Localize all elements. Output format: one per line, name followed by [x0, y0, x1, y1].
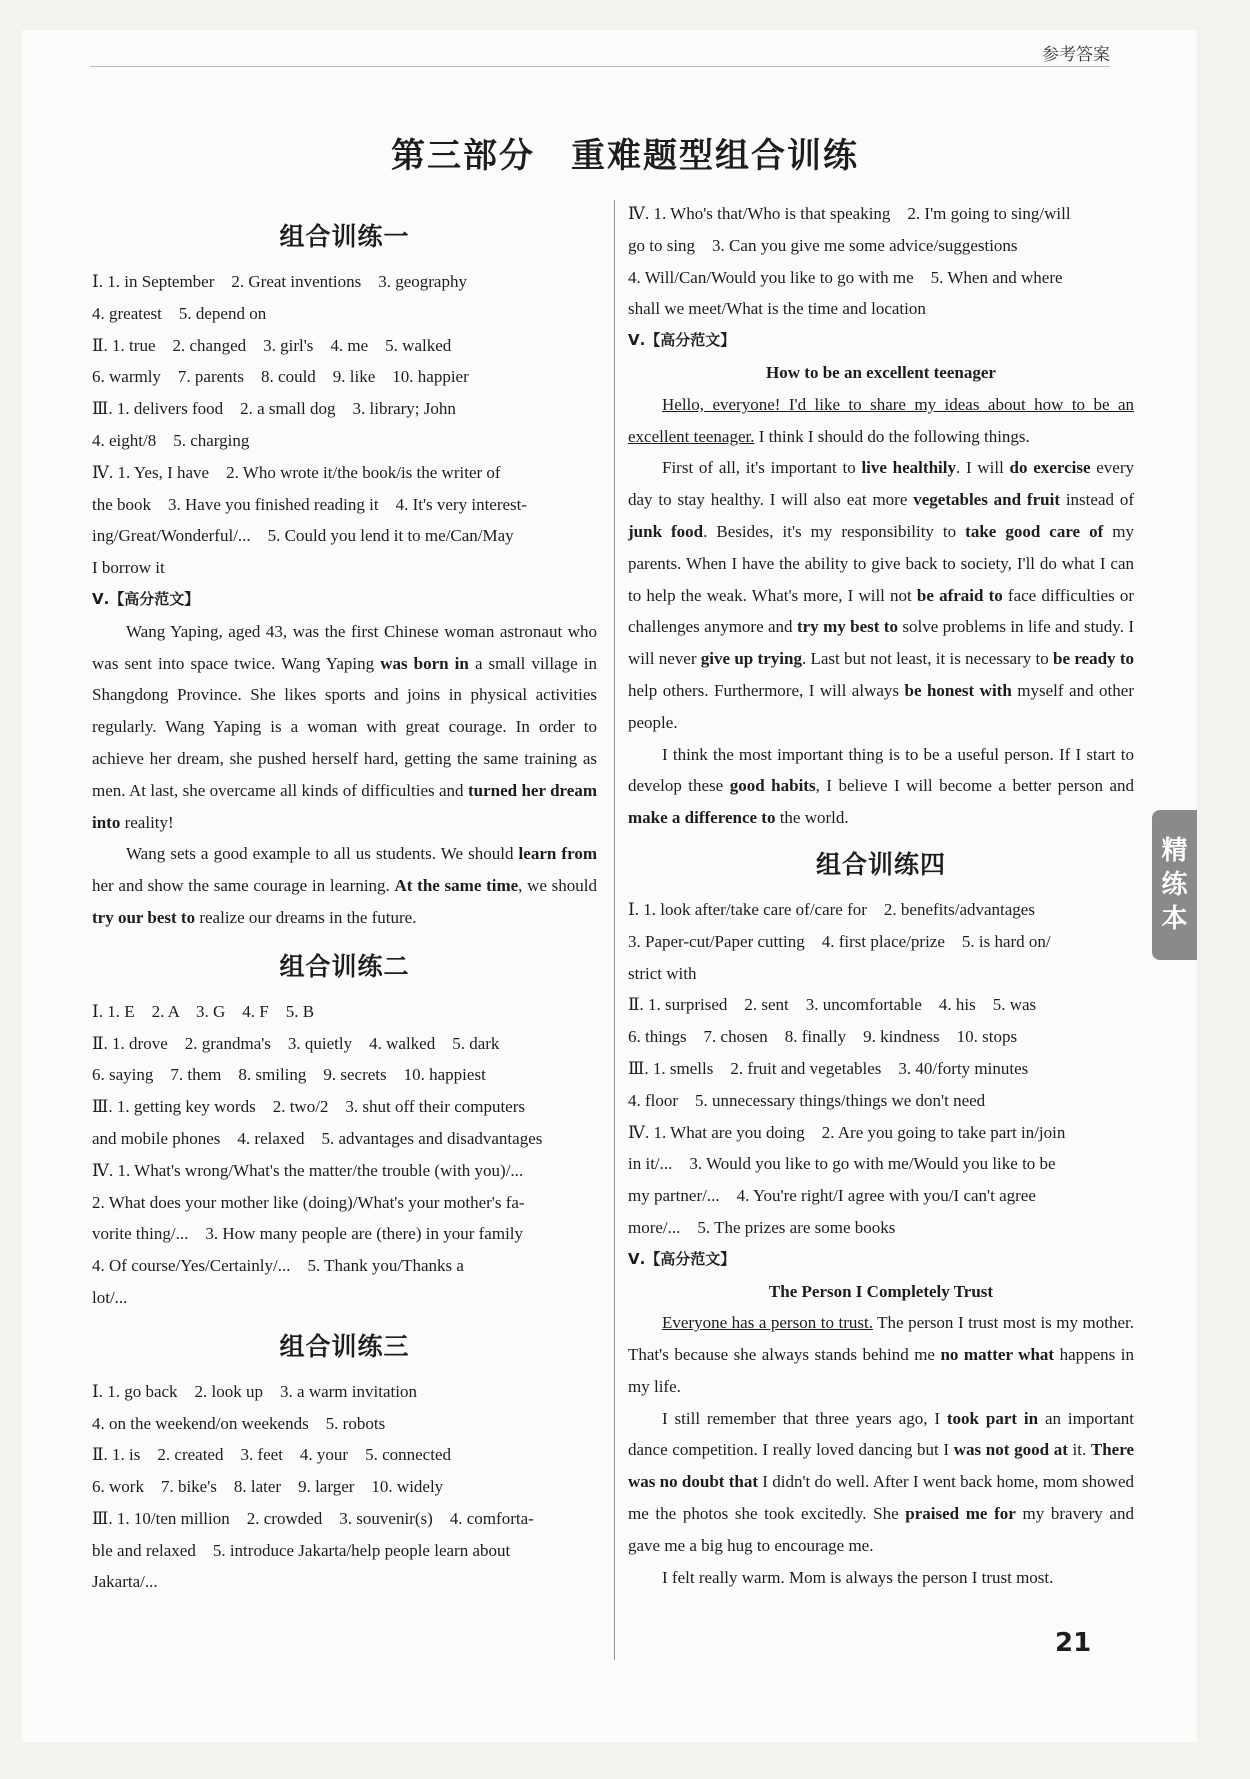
answer-line: go to sing 3. Can you give me some advice/suggestions: [628, 235, 1018, 255]
answer-line: Ⅲ. 1. delivers food 2. a small dog 3. library; John: [92, 399, 456, 419]
essay-title: How to be an excellent teenager: [766, 362, 996, 382]
essay-paragraph: Hello, everyone! I'd like to share my ideas about how to be an excellent teenager. I think I should do the following things.: [628, 394, 1134, 446]
answer-line: strict with: [628, 963, 697, 983]
essay-paragraph: I felt really warm. Mom is always the person I trust most.: [662, 1567, 1054, 1587]
answer-lines-3: [92, 1376, 597, 1599]
answer-line: and mobile phones 4. relaxed 5. advantages and disadvantages: [92, 1128, 543, 1148]
answer-line: Ⅰ. 1. look after/take care of/care for 2. benefits/advantages: [628, 899, 1035, 919]
answer-lines-1: [92, 266, 597, 584]
answer-line: lot/...: [92, 1287, 128, 1307]
answer-line: 6. things 7. chosen 8. finally 9. kindness 10. stops: [628, 1027, 1018, 1047]
side-tab-char: 练: [1161, 870, 1188, 900]
section-heading-3: 组合训练三: [279, 1331, 410, 1361]
header-rule: [90, 66, 1110, 67]
answer-line: 4. eight/8 5. charging: [92, 430, 250, 450]
answer-line: Ⅳ. 1. What's wrong/What's the matter/the trouble (with you)/...: [92, 1160, 524, 1180]
section-heading-4: 组合训练四: [815, 849, 946, 879]
answer-line: Ⅲ. 1. getting key words 2. two/2 3. shut off their computers: [92, 1097, 526, 1117]
essay-tag: Ⅴ.【高分范文】: [628, 331, 736, 350]
side-tab-char: 精: [1161, 836, 1188, 866]
answer-line: shall we meet/What is the time and location: [628, 299, 926, 319]
answer-line: Ⅳ. 1. Who's that/Who is that speaking 2. I'm going to sing/will: [628, 204, 1071, 223]
answer-line: 4. Of course/Yes/Certainly/... 5. Thank you/Thanks a: [92, 1256, 464, 1276]
answer-line: Ⅱ. 1. true 2. changed 3. girl's 4. me 5. walked: [92, 335, 452, 355]
answer-line: Ⅲ. 1. smells 2. fruit and vegetables 3. 40/forty minutes: [628, 1058, 1029, 1078]
answer-line: 4. Will/Can/Would you like to go with me 5. When and where: [628, 267, 1063, 287]
answer-line: 6. work 7. bike's 8. later 9. larger 10. widely: [92, 1477, 444, 1497]
essay-paragraph: Wang sets a good example to all us students. We should learn from her and show the same courage in learning. At the same time, we should try our best to realize our dreams in the future.: [92, 844, 598, 927]
section-heading-1: 组合训练一: [279, 222, 410, 251]
answer-line: Ⅳ. 1. What are you doing 2. Are you going to take part in/join: [628, 1122, 1066, 1142]
answer-line: ing/Great/Wonderful/... 5. Could you lend it to me/Can/May: [92, 526, 514, 546]
answer-line: 6. warmly 7. parents 8. could 9. like 10. happier: [92, 367, 469, 387]
right-column: [628, 198, 1134, 1593]
side-tab-char: 本: [1161, 904, 1188, 934]
essay-paragraph: Wang Yaping, aged 43, was the first Chinese woman astronaut who was sent into space twice. Wang Yaping was born in a small village in Shangdong Province. She likes sports and joins in physical activities regularly. Wang Yaping is a woman with great courage. In order to achieve her dream, she pushed herself hard, getting the same training as men. At last, she overcame all kinds of difficulties and turned her dream into reality!: [92, 621, 598, 832]
answer-line: Ⅱ. 1. surprised 2. sent 3. uncomfortable 4. his 5. was: [628, 995, 1037, 1015]
essay-paragraph: First of all, it's important to live healthily. I will do exercise every day to stay healthy. I will also eat more vegetables and fruit instead of junk food. Besides, it's my responsibility to take good care of my parents. When I have the ability to give back to society, I'll do what I can to help the weak. What's more, I will not be afraid to face difficulties or challenges anymore and try my best to solve problems in life and study. I will never give up trying. Last but not least, it is necessary to be ready to help others. Furthermore, I will always be honest with myself and other people.: [628, 458, 1135, 732]
answer-line: 4. on the weekend/on weekends 5. robots: [92, 1413, 386, 1433]
answer-line: Ⅰ. 1. go back 2. look up 3. a warm invitation: [92, 1381, 417, 1401]
answer-lines-4: [628, 894, 1134, 1244]
answer-line: 3. Paper-cut/Paper cutting 4. first place/prize 5. is hard on/: [628, 931, 1051, 951]
answer-line: Jakarta/...: [92, 1572, 158, 1592]
essay-title: The Person I Completely Trust: [768, 1281, 994, 1301]
answer-line: 4. floor 5. unnecessary things/things we don't need: [628, 1090, 986, 1110]
answer-line: Ⅳ. 1. Yes, I have 2. Who wrote it/the book/is the writer of: [92, 462, 501, 482]
column-divider: [614, 200, 615, 1660]
header-label: 参考答案: [1042, 45, 1110, 65]
answer-line: vorite thing/... 3. How many people are (there) in your family: [92, 1224, 524, 1244]
essay-paragraph: I still remember that three years ago, I took part in an important dance competition. I really loved dancing but I was not good at it. There was no doubt that I didn't do well. After I went back home, mom showed me the photos she took excitedly. She praised me for my bravery and gave me a big hug to encourage me.: [628, 1408, 1135, 1555]
essay-tag: Ⅴ.【高分范文】: [92, 589, 200, 608]
answer-line: Ⅲ. 1. 10/ten million 2. crowded 3. souvenir(s) 4. comforta-: [92, 1508, 534, 1528]
answer-line: Ⅰ. 1. in September 2. Great inventions 3. geography: [92, 272, 467, 291]
answer-line: Ⅰ. 1. E 2. A 3. G 4. F 5. B: [92, 1001, 315, 1021]
answer-line: 2. What does your mother like (doing)/What's your mother's fa-: [92, 1192, 525, 1212]
answer-line: Ⅱ. 1. is 2. created 3. feet 4. your 5. connected: [92, 1445, 452, 1465]
essay-paragraph: I think the most important thing is to be a useful person. If I start to develop these good habits, I believe I will become a better person and make a difference to the world.: [628, 744, 1134, 828]
essay-tag: Ⅴ.【高分范文】: [628, 1249, 736, 1268]
answer-line: the book 3. Have you finished reading it 4. It's very interest-: [92, 494, 528, 514]
answer-line: in it/... 3. Would you like to go with me/Would you like to be: [628, 1154, 1056, 1174]
answer-line: ble and relaxed 5. introduce Jakarta/help people learn about: [92, 1540, 511, 1560]
page-title: 第三部分 重难题型组合训练: [391, 136, 859, 176]
answer-lines-2: [92, 996, 597, 1314]
answer-line: my partner/... 4. You're right/I agree with you/I can't agree: [628, 1186, 1036, 1206]
page-number: 21: [1055, 1628, 1092, 1658]
side-tab: [1152, 810, 1197, 960]
answer-line: 4. greatest 5. depend on: [92, 303, 267, 323]
answer-line: more/... 5. The prizes are some books: [628, 1217, 896, 1237]
answer-line: Ⅱ. 1. drove 2. grandma's 3. quietly 4. walked 5. dark: [92, 1033, 500, 1053]
answer-line: 6. saying 7. them 8. smiling 9. secrets 10. happiest: [92, 1065, 486, 1085]
section-heading-2: 组合训练二: [279, 951, 410, 981]
essay-paragraph: Everyone has a person to trust. The person I trust most is my mother. That's because she always stands behind me no matter what happens in my life.: [628, 1313, 1134, 1396]
answer-line: I borrow it: [92, 558, 165, 578]
left-column: [92, 210, 597, 1598]
